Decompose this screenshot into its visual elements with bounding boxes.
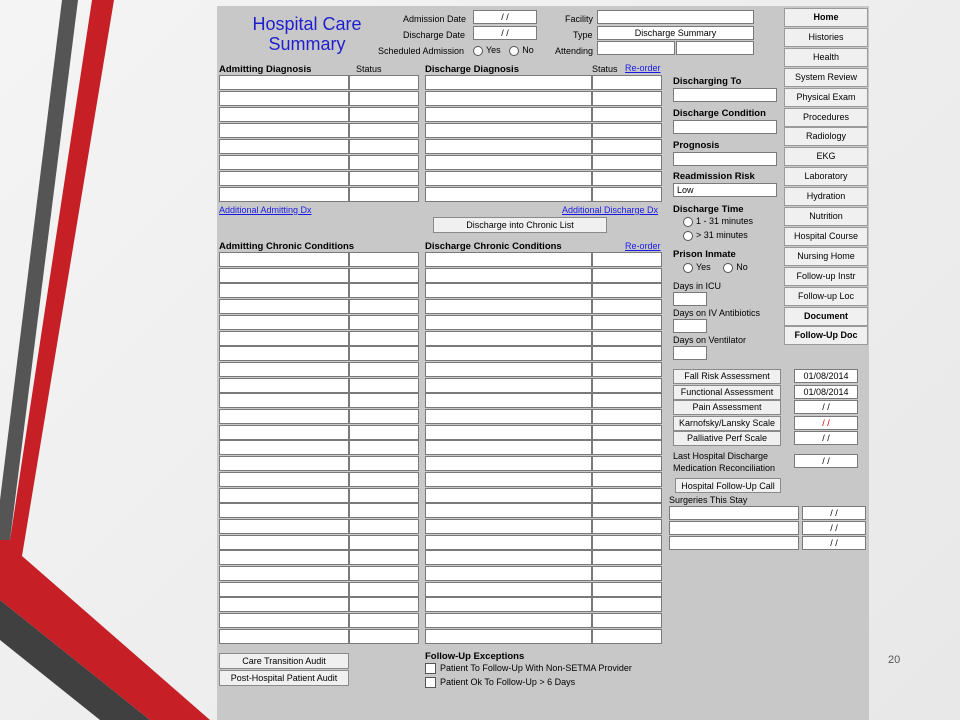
admitting-chronic-status-field[interactable] [349, 346, 419, 361]
admitting-chronic-field[interactable] [219, 597, 349, 612]
admitting-chronic-status-field[interactable] [349, 582, 419, 597]
nav-health-button[interactable]: Health [784, 48, 868, 67]
admitting-dx-status-field[interactable] [349, 107, 419, 122]
attending-field[interactable] [597, 41, 675, 55]
discharge-chronic-status-field[interactable] [592, 519, 662, 534]
admitting-chronic-header: Admitting Chronic Conditions [219, 241, 355, 252]
discharge-chronic-status-field[interactable] [592, 503, 662, 518]
days-iv-label: Days on IV Antibiotics [673, 308, 761, 318]
discharge-chronic-status-field[interactable] [592, 425, 662, 440]
discharge-chronic-status-field[interactable] [592, 629, 662, 644]
admitting-chronic-status-field[interactable] [349, 283, 419, 298]
additional-admitting-dx-link[interactable]: Additional Admitting Dx [219, 205, 312, 215]
nav-histories-button[interactable]: Histories [784, 28, 868, 47]
admitting-chronic-status-field[interactable] [349, 566, 419, 581]
days-iv-field[interactable] [673, 319, 707, 333]
post-hospital-patient-audit-button[interactable]: Post-Hospital Patient Audit [219, 670, 349, 686]
page-title [237, 14, 377, 54]
discharge-chronic-status-field[interactable] [592, 488, 662, 503]
discharge-chronic-status-field[interactable] [592, 456, 662, 471]
nav-physical-exam-button[interactable]: Physical Exam [784, 88, 868, 107]
type-field[interactable]: Discharge Summary [597, 26, 754, 40]
admitting-chronic-status-field[interactable] [349, 519, 419, 534]
discharge-into-chronic-list-button[interactable]: Discharge into Chronic List [433, 217, 607, 233]
nav-laboratory-button[interactable]: Laboratory [784, 167, 868, 186]
discharge-chronic-field[interactable] [425, 268, 592, 283]
prognosis-field[interactable] [673, 152, 777, 166]
discharge-chronic-field[interactable] [425, 425, 592, 440]
admitting-chronic-field[interactable] [219, 440, 349, 455]
admitting-dx-status-field[interactable] [349, 187, 419, 202]
assessment-date-field[interactable]: / / [794, 400, 858, 414]
discharge-dx-status-field[interactable] [592, 75, 662, 90]
prison-inmate-options [683, 262, 748, 273]
additional-discharge-dx-link[interactable]: Additional Discharge Dx [562, 205, 659, 215]
follow-up-exception-1 [425, 663, 632, 674]
admitting-chronic-status-field[interactable] [349, 550, 419, 565]
discharge-chronic-status-field[interactable] [592, 362, 662, 377]
discharge-chronic-field[interactable] [425, 362, 592, 377]
discharge-chronic-status-field[interactable] [592, 378, 662, 393]
admitting-dx-field[interactable] [219, 139, 349, 154]
admitting-chronic-status-field[interactable] [349, 393, 419, 408]
discharge-dx-status-field[interactable] [592, 107, 662, 122]
nav-nutrition-button[interactable]: Nutrition [784, 207, 868, 226]
scheduled-admission-options [473, 45, 534, 56]
admitting-chronic-field[interactable] [219, 315, 349, 330]
discharge-chronic-field[interactable] [425, 613, 592, 628]
discharge-dx-status-field[interactable] [592, 91, 662, 106]
admitting-chronic-field[interactable] [219, 550, 349, 565]
surgery-date-field[interactable]: / / [802, 506, 866, 520]
admitting-chronic-status-field[interactable] [349, 252, 419, 267]
discharge-chronic-status-field[interactable] [592, 440, 662, 455]
discharge-chronic-field[interactable] [425, 252, 592, 267]
scheduled-no-label: No [522, 45, 534, 55]
days-icu-label: Days in ICU [673, 281, 722, 291]
admitting-chronic-status-field[interactable] [349, 362, 419, 377]
nav-hydration-button[interactable]: Hydration [784, 187, 868, 206]
admitting-chronic-field[interactable] [219, 566, 349, 581]
title-line-1: Hospital Care [252, 14, 362, 34]
admitting-chronic-status-field[interactable] [349, 613, 419, 628]
nav-home-button[interactable]: Home [784, 8, 868, 27]
discharge-dx-field[interactable] [425, 91, 592, 106]
discharge-chronic-field[interactable] [425, 629, 592, 644]
days-vent-label: Days on Ventilator [673, 335, 747, 345]
discharge-chronic-header: Discharge Chronic Conditions [425, 241, 562, 252]
over-6-days-checkbox[interactable] [425, 677, 436, 688]
admitting-chronic-field[interactable] [219, 331, 349, 346]
discharge-chronic-status-field[interactable] [592, 409, 662, 424]
admitting-dx-field[interactable] [219, 155, 349, 170]
admitting-chronic-field[interactable] [219, 393, 349, 408]
discharge-dx-field[interactable] [425, 107, 592, 122]
time-1-31-label: 1 - 31 minutes [696, 216, 754, 226]
prison-inmate-label: Prison Inmate [673, 249, 736, 260]
discharge-chronic-status-field[interactable] [592, 393, 662, 408]
inmate-no-label: No [736, 262, 748, 272]
attending-field-2[interactable] [676, 41, 754, 55]
discharge-chronic-field[interactable] [425, 503, 592, 518]
hospital-follow-up-call-button[interactable]: Hospital Follow-Up Call [675, 478, 781, 493]
discharge-chronic-field[interactable] [425, 299, 592, 314]
discharge-chronic-status-field[interactable] [592, 252, 662, 267]
admitting-chronic-field[interactable] [219, 456, 349, 471]
surgery-field[interactable] [669, 521, 799, 535]
nav-document-button[interactable]: Document [784, 307, 868, 326]
discharge-diagnosis-header: Discharge Diagnosis [425, 64, 519, 75]
admitting-chronic-status-field[interactable] [349, 629, 419, 644]
admitting-dx-status-field[interactable] [349, 139, 419, 154]
admission-date-field[interactable]: / / [473, 10, 537, 24]
admitting-dx-status-field[interactable] [349, 171, 419, 186]
admitting-chronic-status-field[interactable] [349, 425, 419, 440]
discharge-condition-field[interactable] [673, 120, 777, 134]
admitting-chronic-field[interactable] [219, 283, 349, 298]
discharge-chronic-field[interactable] [425, 315, 592, 330]
discharge-chronic-field[interactable] [425, 283, 592, 298]
chronic-reorder-link[interactable]: Re-order [625, 241, 661, 251]
discharge-chronic-field[interactable] [425, 566, 592, 581]
slide-number: 20 [888, 654, 901, 666]
nav-hospital-course-button[interactable]: Hospital Course [784, 227, 868, 246]
admitting-chronic-field[interactable] [219, 346, 349, 361]
discharge-chronic-field[interactable] [425, 456, 592, 471]
admitting-chronic-field[interactable] [219, 268, 349, 283]
med-recon-label-line-2: Medication Reconciliation [673, 463, 776, 473]
assessment-button[interactable]: Pain Assessment [673, 400, 781, 415]
admitting-chronic-status-field[interactable] [349, 378, 419, 393]
non-setma-provider-checkbox[interactable] [425, 663, 436, 674]
discharge-chronic-status-field[interactable] [592, 613, 662, 628]
attending-label: Attending [555, 46, 594, 56]
discharge-dx-status-field[interactable] [592, 123, 662, 138]
assessment-button[interactable]: Fall Risk Assessment [673, 369, 781, 384]
discharge-chronic-status-field[interactable] [592, 346, 662, 361]
admitting-chronic-status-field[interactable] [349, 409, 419, 424]
discharge-chronic-field[interactable] [425, 409, 592, 424]
discharge-date-label: Discharge Date [403, 30, 466, 40]
med-recon-label-line-1: Last Hospital Discharge [673, 451, 769, 461]
scheduled-yes-radio[interactable] [473, 46, 483, 56]
discharge-chronic-status-field[interactable] [592, 283, 662, 298]
admitting-dx-field[interactable] [219, 187, 349, 202]
inmate-yes-radio[interactable] [683, 263, 693, 273]
follow-up-exceptions-label: Follow-Up Exceptions [425, 651, 525, 662]
discharge-time-option-1 [683, 216, 753, 227]
discharge-chronic-field[interactable] [425, 331, 592, 346]
days-vent-field[interactable] [673, 346, 707, 360]
admitting-dx-status-field[interactable] [349, 123, 419, 138]
assessment-date-field[interactable]: / / [794, 431, 858, 445]
type-label: Type [573, 30, 593, 40]
assessment-date-field[interactable]: 01/08/2014 [794, 369, 858, 383]
discharge-chronic-field[interactable] [425, 519, 592, 534]
surgeries-this-stay-label: Surgeries This Stay [669, 495, 748, 505]
admitting-chronic-status-field[interactable] [349, 268, 419, 283]
days-icu-field[interactable] [673, 292, 707, 306]
admitting-chronic-field[interactable] [219, 503, 349, 518]
assessment-button[interactable]: Karnofsky/Lansky Scale [673, 416, 781, 431]
dx-reorder-link[interactable]: Re-order [625, 63, 661, 73]
discharge-chronic-field[interactable] [425, 535, 592, 550]
discharge-condition-label: Discharge Condition [673, 108, 766, 119]
admitting-chronic-status-field[interactable] [349, 456, 419, 471]
assessment-date-field[interactable]: / / [794, 416, 858, 430]
admitting-chronic-status-field[interactable] [349, 597, 419, 612]
discharge-chronic-field[interactable] [425, 346, 592, 361]
care-transition-audit-button[interactable]: Care Transition Audit [219, 653, 349, 669]
discharge-dx-field[interactable] [425, 75, 592, 90]
scheduled-no-radio[interactable] [509, 46, 519, 56]
admitting-chronic-status-field[interactable] [349, 440, 419, 455]
discharge-chronic-status-field[interactable] [592, 472, 662, 487]
discharge-date-field[interactable]: / / [473, 26, 537, 40]
discharge-chronic-field[interactable] [425, 488, 592, 503]
admitting-chronic-field[interactable] [219, 409, 349, 424]
prognosis-label: Prognosis [673, 140, 720, 151]
admitting-chronic-field[interactable] [219, 488, 349, 503]
follow-up-exception-2 [425, 677, 575, 688]
discharge-status-header: Status [592, 64, 618, 74]
admitting-chronic-field[interactable] [219, 535, 349, 550]
discharge-dx-field[interactable] [425, 187, 592, 202]
admitting-dx-field[interactable] [219, 123, 349, 138]
discharge-dx-status-field[interactable] [592, 139, 662, 154]
non-setma-provider-label: Patient To Follow-Up With Non-SETMA Provider [440, 663, 632, 673]
time-over-31-radio[interactable] [683, 231, 693, 241]
discharge-chronic-status-field[interactable] [592, 597, 662, 612]
discharge-dx-field[interactable] [425, 155, 592, 170]
discharge-chronic-field[interactable] [425, 440, 592, 455]
nav-follow-up-instr-button[interactable]: Follow-up Instr [784, 267, 868, 286]
title-line-2: Summary [268, 34, 346, 54]
admitting-dx-field[interactable] [219, 91, 349, 106]
admitting-diagnosis-header: Admitting Diagnosis [219, 64, 312, 75]
admitting-chronic-field[interactable] [219, 629, 349, 644]
admitting-dx-status-field[interactable] [349, 75, 419, 90]
admitting-chronic-field[interactable] [219, 613, 349, 628]
discharging-to-field[interactable] [673, 88, 777, 102]
admitting-dx-field[interactable] [219, 75, 349, 90]
assessment-date-field[interactable]: 01/08/2014 [794, 385, 858, 399]
discharge-dx-field[interactable] [425, 139, 592, 154]
surgery-date-field[interactable]: / / [802, 536, 866, 550]
discharging-to-label: Discharging To [673, 76, 742, 87]
nav-nursing-home-button[interactable]: Nursing Home [784, 247, 868, 266]
admitting-chronic-status-field[interactable] [349, 299, 419, 314]
discharge-dx-field[interactable] [425, 123, 592, 138]
facility-label: Facility [565, 14, 594, 24]
discharge-chronic-field[interactable] [425, 472, 592, 487]
discharge-chronic-status-field[interactable] [592, 315, 662, 330]
time-1-31-radio[interactable] [683, 217, 693, 227]
discharge-chronic-status-field[interactable] [592, 331, 662, 346]
discharge-chronic-status-field[interactable] [592, 566, 662, 581]
admitting-dx-status-field[interactable] [349, 155, 419, 170]
surgery-date-field[interactable]: / / [802, 521, 866, 535]
nav-radiology-button[interactable]: Radiology [784, 127, 868, 146]
scheduled-admission-label: Scheduled Admission [378, 46, 465, 56]
admitting-chronic-field[interactable] [219, 582, 349, 597]
readmission-risk-field[interactable]: Low [673, 183, 777, 197]
surgery-field[interactable] [669, 536, 799, 550]
time-over-31-label: > 31 minutes [696, 230, 748, 240]
admitting-chronic-status-field[interactable] [349, 472, 419, 487]
admitting-chronic-field[interactable] [219, 378, 349, 393]
admitting-chronic-status-field[interactable] [349, 488, 419, 503]
admitting-dx-field[interactable] [219, 107, 349, 122]
nav-follow-up-loc-button[interactable]: Follow-up Loc [784, 287, 868, 306]
discharge-chronic-field[interactable] [425, 550, 592, 565]
admission-date-label: Admission Date [403, 14, 467, 24]
nav-procedures-button[interactable]: Procedures [784, 108, 868, 127]
admitting-chronic-field[interactable] [219, 519, 349, 534]
med-recon-date-field[interactable]: / / [794, 454, 858, 468]
nav-ekg-button[interactable]: EKG [784, 147, 868, 166]
admitting-chronic-status-field[interactable] [349, 503, 419, 518]
assessment-button[interactable]: Functional Assessment [673, 385, 781, 400]
discharge-time-label: Discharge Time [673, 204, 744, 215]
admitting-chronic-status-field[interactable] [349, 535, 419, 550]
admitting-dx-status-field[interactable] [349, 91, 419, 106]
discharge-chronic-status-field[interactable] [592, 550, 662, 565]
admitting-status-header: Status [356, 64, 382, 74]
admitting-chronic-status-field[interactable] [349, 331, 419, 346]
discharge-dx-status-field[interactable] [592, 187, 662, 202]
nav-system-review-button[interactable]: System Review [784, 68, 868, 87]
admitting-chronic-status-field[interactable] [349, 315, 419, 330]
discharge-dx-field[interactable] [425, 171, 592, 186]
discharge-chronic-field[interactable] [425, 582, 592, 597]
admitting-chronic-field[interactable] [219, 362, 349, 377]
facility-field[interactable] [597, 10, 754, 24]
discharge-chronic-status-field[interactable] [592, 299, 662, 314]
admitting-dx-field[interactable] [219, 171, 349, 186]
readmission-risk-label: Readmission Risk [673, 171, 755, 182]
discharge-chronic-field[interactable] [425, 393, 592, 408]
admitting-chronic-field[interactable] [219, 425, 349, 440]
hospital-care-summary-form [217, 6, 869, 720]
discharge-chronic-field[interactable] [425, 597, 592, 612]
admitting-chronic-field[interactable] [219, 472, 349, 487]
admitting-chronic-field[interactable] [219, 299, 349, 314]
nav-follow-up-doc-button[interactable]: Follow-Up Doc [784, 326, 868, 345]
admitting-chronic-field[interactable] [219, 252, 349, 267]
inmate-no-radio[interactable] [723, 263, 733, 273]
scheduled-yes-label: Yes [486, 45, 501, 55]
discharge-chronic-status-field[interactable] [592, 535, 662, 550]
discharge-chronic-field[interactable] [425, 378, 592, 393]
inmate-yes-label: Yes [696, 262, 711, 272]
discharge-chronic-status-field[interactable] [592, 268, 662, 283]
assessment-button[interactable]: Palliative Perf Scale [673, 431, 781, 446]
discharge-dx-status-field[interactable] [592, 171, 662, 186]
discharge-dx-status-field[interactable] [592, 155, 662, 170]
surgery-field[interactable] [669, 506, 799, 520]
discharge-chronic-status-field[interactable] [592, 582, 662, 597]
discharge-time-option-2 [683, 230, 748, 241]
over-6-days-label: Patient Ok To Follow-Up > 6 Days [440, 677, 576, 687]
